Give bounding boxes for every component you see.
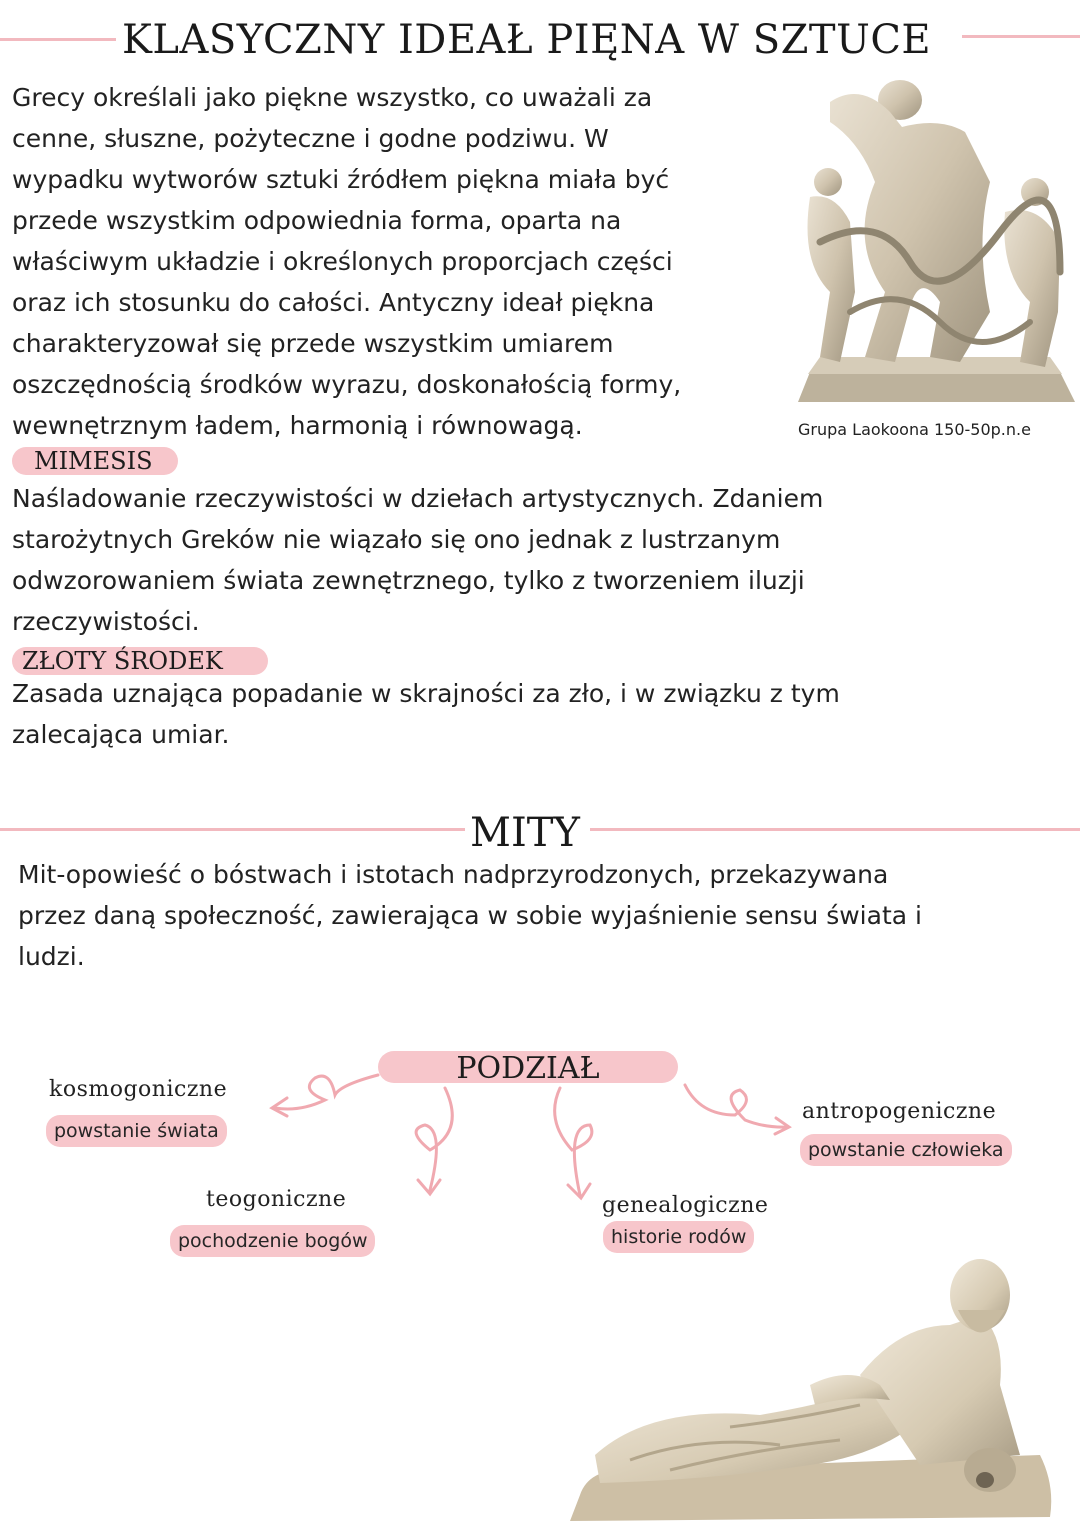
title-rule-left — [0, 38, 116, 41]
category-kosmogoniczne: kosmogoniczne — [49, 1077, 228, 1102]
intro-line: przede wszystkim odpowiednia forma, oparta na — [12, 206, 622, 235]
mimesis-line: starożytnych Greków nie wiązało się ono jednak z lustrzanym — [12, 525, 781, 554]
mimesis-paragraph — [12, 478, 1052, 642]
category-genealogiczne: genealogiczne — [602, 1193, 769, 1218]
mity-line: ludzi. — [18, 942, 85, 971]
zloty-line: Zasada uznająca popadanie w skrajności za zło, i w związku z tym — [12, 679, 840, 708]
intro-line: wewnętrznym ładem, harmonią i równowagą. — [12, 411, 583, 440]
mity-paragraph — [18, 854, 1068, 977]
arrow-kosmogoniczne — [275, 1075, 378, 1109]
mimesis-line: odwzorowaniem świata zewnętrznego, tylko z tworzeniem iluzji — [12, 566, 805, 595]
intro-line: cenne, słuszne, pożyteczne i godne podziwu. W — [12, 124, 609, 153]
category-antropogeniczne-desc: powstanie człowieka — [800, 1134, 1012, 1166]
intro-line: oraz ich stosunku do całości. Antyczny ideał piękna — [12, 288, 655, 317]
intro-line: oszczędnością środków wyrazu, doskonałością formy, — [12, 370, 682, 399]
mity-heading: MITY — [470, 810, 580, 856]
arrow-antropogeniczne — [685, 1085, 788, 1127]
intro-paragraph — [12, 77, 792, 446]
arrow-genealogiczne — [555, 1088, 592, 1195]
zloty-srodek-heading: ZŁOTY ŚRODEK — [12, 647, 268, 675]
mimesis-line: Naśladowanie rzeczywistości w dziełach artystycznych. Zdaniem — [12, 484, 824, 513]
laocoon-caption: Grupa Laokoona 150-50p.n.e — [798, 420, 1031, 439]
category-kosmogoniczne-desc: powstanie świata — [46, 1115, 227, 1147]
arrow-teogoniczne — [416, 1088, 452, 1190]
mity-line: przez daną społeczność, zawierająca w sobie wyjaśnienie sensu świata i — [18, 901, 922, 930]
intro-line: charakteryzował się przede wszystkim umiarem — [12, 329, 614, 358]
category-genealogiczne-desc: historie rodów — [603, 1221, 754, 1253]
intro-line: wypadku wytworów sztuki źródłem piękna miała być — [12, 165, 670, 194]
category-antropogeniczne: antropogeniczne — [802, 1099, 997, 1124]
category-teogoniczne: teogoniczne — [206, 1187, 347, 1212]
title-rule-right — [962, 35, 1080, 38]
mimesis-line: rzeczywistości. — [12, 607, 200, 636]
zloty-line: zalecająca umiar. — [12, 720, 230, 749]
zloty-srodek-paragraph — [12, 673, 1052, 755]
mity-rule-right — [590, 828, 1080, 831]
mity-line: Mit-opowieść o bóstwach i istotach nadprzyrodzonych, przekazywana — [18, 860, 889, 889]
category-teogoniczne-desc: pochodzenie bogów — [170, 1225, 375, 1257]
mity-rule-left — [0, 828, 465, 831]
podzial-pill: PODZIAŁ — [378, 1051, 678, 1083]
intro-line: Grecy określali jako piękne wszystko, co uważali za — [12, 83, 653, 112]
intro-line: właściwym układzie i określonych proporcjach części — [12, 247, 673, 276]
reclining-statue-image — [560, 1255, 1060, 1525]
laocoon-statue-image — [790, 72, 1080, 417]
page-title: KLASYCZNY IDEAŁ PIĘNA W SZTUCE — [122, 17, 932, 63]
mimesis-heading: MIMESIS — [12, 447, 178, 475]
